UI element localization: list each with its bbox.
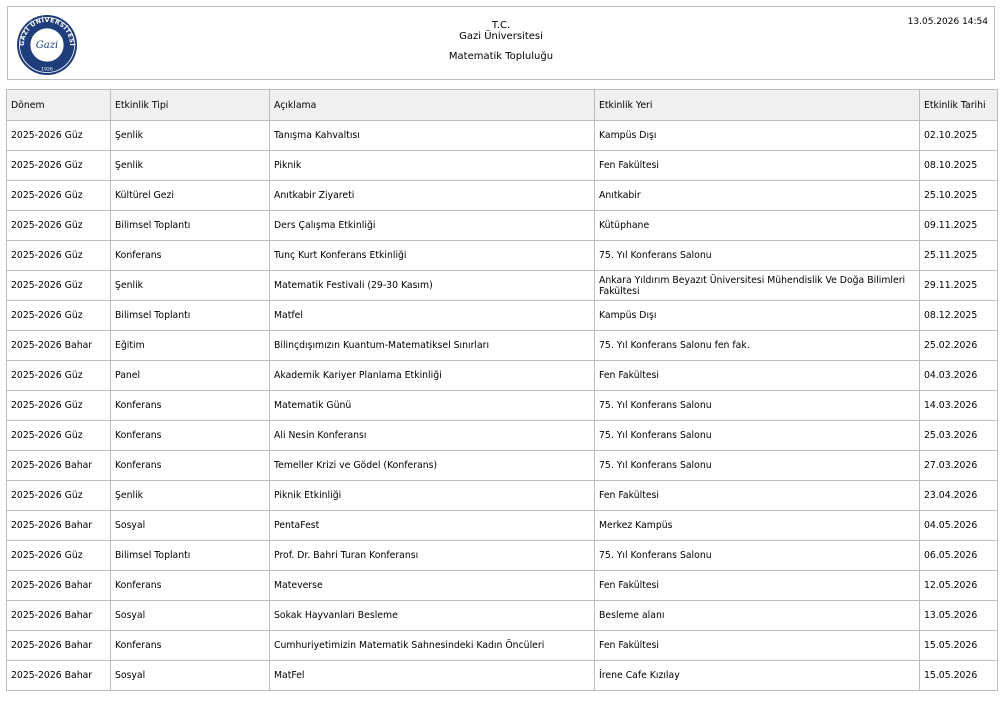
cell-term: 2025-2026 Bahar xyxy=(7,601,111,631)
cell-term: 2025-2026 Güz xyxy=(7,481,111,511)
cell-date: 15.05.2026 xyxy=(920,631,998,661)
cell-location: Fen Fakültesi xyxy=(595,361,920,391)
table-row xyxy=(7,121,998,151)
cell-location: Merkez Kampüs xyxy=(595,511,920,541)
cell-date: 25.11.2025 xyxy=(920,241,998,271)
report-header xyxy=(7,6,995,80)
cell-date: 04.03.2026 xyxy=(920,361,998,391)
cell-description: Tanışma Kahvaltısı xyxy=(270,121,595,151)
cell-date: 13.05.2026 xyxy=(920,601,998,631)
cell-location: Fen Fakültesi xyxy=(595,151,920,181)
cell-term: 2025-2026 Güz xyxy=(7,301,111,331)
cell-location: 75. Yıl Konferans Salonu xyxy=(595,421,920,451)
table-row xyxy=(7,631,998,661)
cell-date: 25.10.2025 xyxy=(920,181,998,211)
cell-location: Ankara Yıldırım Beyazıt Üniversitesi Mühendislik Ve Doğa Bilimleri Fakültesi xyxy=(595,271,920,301)
cell-date: 08.10.2025 xyxy=(920,151,998,181)
svg-text:1926: 1926 xyxy=(41,67,53,73)
cell-location: Fen Fakültesi xyxy=(595,571,920,601)
cell-description: Bilinçdışımızın Kuantum-Matematiksel Sınırları xyxy=(270,331,595,361)
column-header-date: Etkinlik Tarihi xyxy=(920,90,998,121)
cell-event-type: Şenlik xyxy=(111,121,270,151)
cell-term: 2025-2026 Güz xyxy=(7,181,111,211)
cell-location: 75. Yıl Konferans Salonu xyxy=(595,241,920,271)
cell-description: Ali Nesin Konferansı xyxy=(270,421,595,451)
table-row xyxy=(7,481,998,511)
column-header-location: Etkinlik Yeri xyxy=(595,90,920,121)
cell-term: 2025-2026 Bahar xyxy=(7,661,111,691)
table-row xyxy=(7,511,998,541)
table-row xyxy=(7,661,998,691)
cell-date: 08.12.2025 xyxy=(920,301,998,331)
cell-description: Cumhuriyetimizin Matematik Sahnesindeki Kadın Öncüleri xyxy=(270,631,595,661)
cell-description: MatFel xyxy=(270,661,595,691)
cell-date: 09.11.2025 xyxy=(920,211,998,241)
cell-event-type: Sosyal xyxy=(111,661,270,691)
cell-event-type: Kültürel Gezi xyxy=(111,181,270,211)
cell-event-type: Konferans xyxy=(111,241,270,271)
cell-event-type: Sosyal xyxy=(111,601,270,631)
cell-term: 2025-2026 Bahar xyxy=(7,331,111,361)
university-name: Gazi Üniversitesi xyxy=(459,31,543,42)
cell-term: 2025-2026 Bahar xyxy=(7,511,111,541)
cell-term: 2025-2026 Güz xyxy=(7,421,111,451)
cell-location: İrene Cafe Kızılay xyxy=(595,661,920,691)
cell-term: 2025-2026 Bahar xyxy=(7,451,111,481)
table-row xyxy=(7,241,998,271)
cell-description: Piknik Etkinliği xyxy=(270,481,595,511)
cell-term: 2025-2026 Güz xyxy=(7,361,111,391)
column-header-event-type: Etkinlik Tipi xyxy=(111,90,270,121)
cell-event-type: Konferans xyxy=(111,421,270,451)
cell-description: Ders Çalışma Etkinliği xyxy=(270,211,595,241)
cell-location: Kampüs Dışı xyxy=(595,121,920,151)
table-row xyxy=(7,211,998,241)
cell-date: 12.05.2026 xyxy=(920,571,998,601)
cell-description: PentaFest xyxy=(270,511,595,541)
cell-term: 2025-2026 Bahar xyxy=(7,631,111,661)
cell-event-type: Konferans xyxy=(111,631,270,661)
cell-description: Akademik Kariyer Planlama Etkinliği xyxy=(270,361,595,391)
cell-event-type: Şenlik xyxy=(111,271,270,301)
table-row xyxy=(7,601,998,631)
cell-description: Matfel xyxy=(270,301,595,331)
cell-event-type: Şenlik xyxy=(111,481,270,511)
cell-date: 06.05.2026 xyxy=(920,541,998,571)
cell-term: 2025-2026 Güz xyxy=(7,271,111,301)
table-row xyxy=(7,541,998,571)
cell-location: Anıtkabir xyxy=(595,181,920,211)
column-header-term: Dönem xyxy=(7,90,111,121)
cell-event-type: Bilimsel Toplantı xyxy=(111,541,270,571)
cell-location: 75. Yıl Konferans Salonu xyxy=(595,541,920,571)
cell-location: Besleme alanı xyxy=(595,601,920,631)
table-row xyxy=(7,421,998,451)
cell-location: 75. Yıl Konferans Salonu xyxy=(595,391,920,421)
table-row xyxy=(7,391,998,421)
table-row xyxy=(7,271,998,301)
table-row xyxy=(7,361,998,391)
cell-description: Sokak Hayvanları Besleme xyxy=(270,601,595,631)
print-timestamp: 13.05.2026 14:54 xyxy=(907,17,988,27)
country-label: T.C. xyxy=(491,20,511,31)
svg-text:Gazi: Gazi xyxy=(35,40,59,51)
table-row xyxy=(7,181,998,211)
cell-date: 02.10.2025 xyxy=(920,121,998,151)
table-header-row xyxy=(7,90,998,121)
title-block xyxy=(8,20,994,62)
cell-description: Prof. Dr. Bahri Turan Konferansı xyxy=(270,541,595,571)
cell-date: 14.03.2026 xyxy=(920,391,998,421)
cell-description: Matematik Festivali (29-30 Kasım) xyxy=(270,271,595,301)
cell-date: 23.04.2026 xyxy=(920,481,998,511)
table-row xyxy=(7,151,998,181)
cell-term: 2025-2026 Güz xyxy=(7,541,111,571)
cell-event-type: Bilimsel Toplantı xyxy=(111,301,270,331)
cell-event-type: Panel xyxy=(111,361,270,391)
cell-description: Matematik Günü xyxy=(270,391,595,421)
cell-description: Temeller Krizi ve Gödel (Konferans) xyxy=(270,451,595,481)
cell-event-type: Konferans xyxy=(111,571,270,601)
svg-text:GAZİ ÜNİVERSİTESİ: GAZİ ÜNİVERSİTESİ xyxy=(18,16,76,47)
cell-description: Tunç Kurt Konferans Etkinliği xyxy=(270,241,595,271)
cell-location: Fen Fakültesi xyxy=(595,481,920,511)
table-row xyxy=(7,451,998,481)
cell-term: 2025-2026 Güz xyxy=(7,391,111,421)
cell-date: 04.05.2026 xyxy=(920,511,998,541)
cell-event-type: Bilimsel Toplantı xyxy=(111,211,270,241)
cell-event-type: Sosyal xyxy=(111,511,270,541)
cell-term: 2025-2026 Güz xyxy=(7,151,111,181)
club-name: Matematik Topluluğu xyxy=(448,51,554,62)
cell-term: 2025-2026 Güz xyxy=(7,241,111,271)
cell-description: Anıtkabir Ziyareti xyxy=(270,181,595,211)
cell-term: 2025-2026 Bahar xyxy=(7,571,111,601)
cell-date: 29.11.2025 xyxy=(920,271,998,301)
cell-location: Kampüs Dışı xyxy=(595,301,920,331)
cell-date: 15.05.2026 xyxy=(920,661,998,691)
cell-date: 25.02.2026 xyxy=(920,331,998,361)
column-header-description: Açıklama xyxy=(270,90,595,121)
cell-description: Mateverse xyxy=(270,571,595,601)
cell-location: Kütüphane xyxy=(595,211,920,241)
table-row xyxy=(7,571,998,601)
cell-event-type: Eğitim xyxy=(111,331,270,361)
cell-term: 2025-2026 Güz xyxy=(7,211,111,241)
cell-location: 75. Yıl Konferans Salonu fen fak. xyxy=(595,331,920,361)
cell-event-type: Konferans xyxy=(111,451,270,481)
cell-date: 25.03.2026 xyxy=(920,421,998,451)
table-row xyxy=(7,331,998,361)
cell-event-type: Konferans xyxy=(111,391,270,421)
cell-location: Fen Fakültesi xyxy=(595,631,920,661)
events-table xyxy=(6,89,998,691)
cell-term: 2025-2026 Güz xyxy=(7,121,111,151)
cell-date: 27.03.2026 xyxy=(920,451,998,481)
table-row xyxy=(7,301,998,331)
cell-description: Piknik xyxy=(270,151,595,181)
cell-location: 75. Yıl Konferans Salonu xyxy=(595,451,920,481)
cell-event-type: Şenlik xyxy=(111,151,270,181)
